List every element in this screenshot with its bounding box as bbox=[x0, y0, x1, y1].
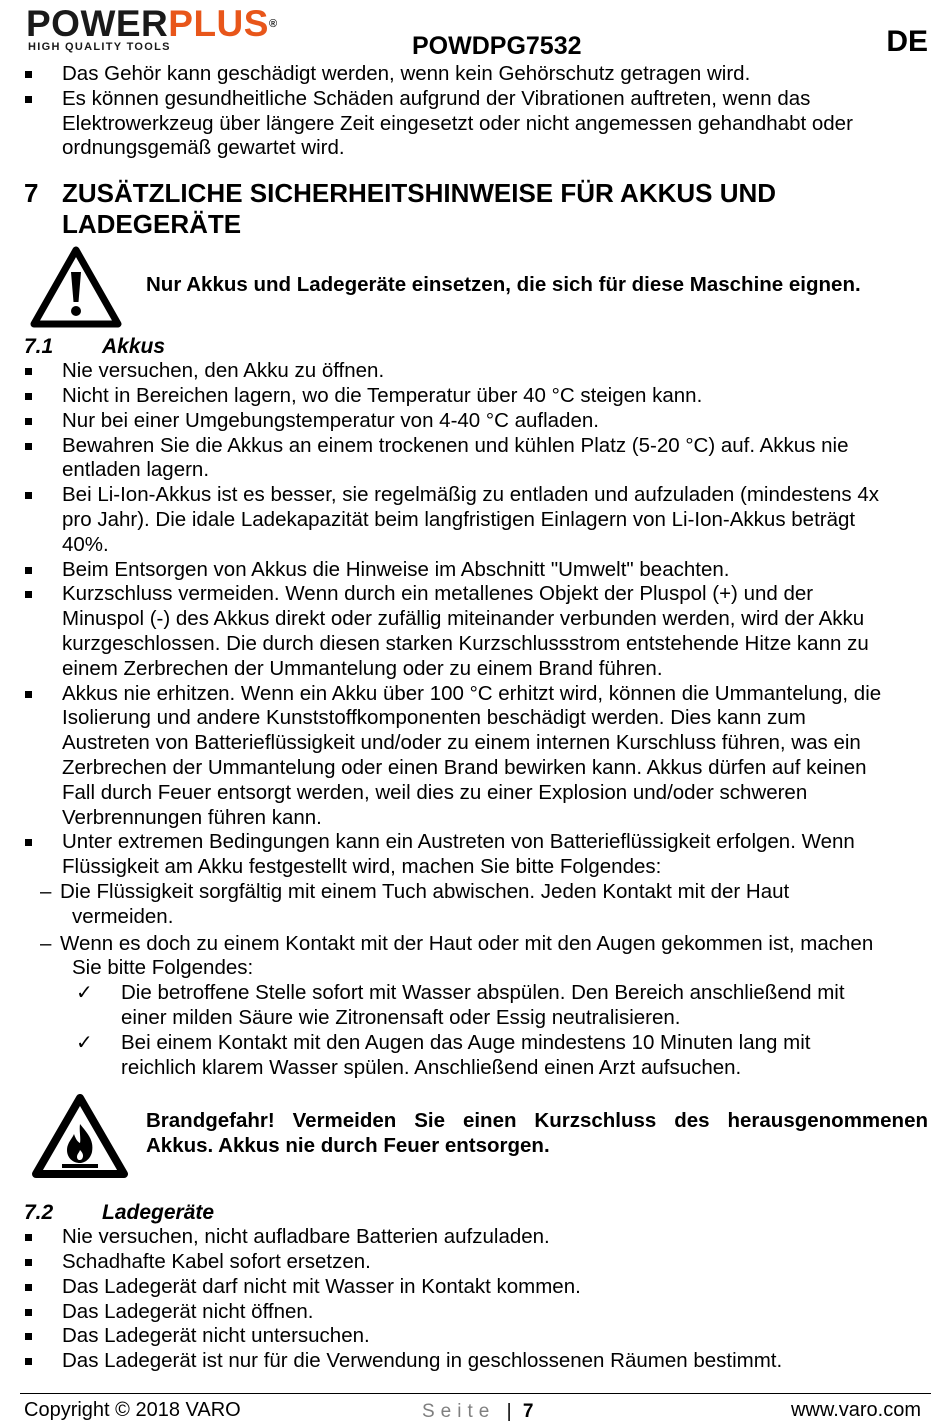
section-number: 7 bbox=[24, 178, 39, 209]
fire-warning-text bbox=[146, 1109, 928, 1159]
bullet-marker bbox=[25, 1259, 32, 1266]
bullet-marker bbox=[25, 393, 32, 400]
bullet-text: Bewahren Sie die Akkus an einem trockenen und kühlen Platz (5-20 °C) auf. Akkus nie bbox=[62, 433, 849, 457]
dash-item bbox=[24, 932, 930, 957]
check-item bbox=[24, 1031, 930, 1056]
checkmark-icon: ✓ bbox=[76, 1031, 93, 1054]
warning-text: Nur Akkus und Ladegeräte einsetzen, die sich für diese Maschine eignen. bbox=[146, 273, 861, 297]
bullet-item bbox=[24, 1349, 930, 1374]
bullet-marker bbox=[25, 567, 32, 574]
dash-item bbox=[24, 880, 930, 905]
bullet-text: Unter extremen Bedingungen kann ein Austreten von Batterieflüssigkeit erfolgen. Wenn bbox=[62, 830, 855, 854]
bullet-text: Es können gesundheitliche Schäden aufgrund der Vibrationen auftreten, wenn das bbox=[62, 86, 811, 110]
bullet-item bbox=[24, 682, 930, 707]
bullet-item bbox=[24, 830, 930, 855]
bullet-text-continued: Zerbrechen der Ummantelung oder einen Brand bewirken kann. Akkus dürfen auf keinen bbox=[62, 755, 867, 779]
page-label: Seite bbox=[422, 1401, 496, 1422]
fire-hazard-triangle-icon bbox=[32, 1094, 128, 1183]
bullet-text-continued: Fall durch Feuer entsorgt werden, weil dies zu einer Explosion und/oder schweren bbox=[62, 780, 808, 804]
bullet-item bbox=[24, 1225, 930, 1250]
bullet-text: Nicht in Bereichen lagern, wo die Temperatur über 40 °C steigen kann. bbox=[62, 383, 703, 407]
bullet-marker bbox=[25, 71, 32, 78]
dash-text: Die Flüssigkeit sorgfältig mit einem Tuch abwischen. Jeden Kontakt mit der Haut bbox=[60, 879, 790, 903]
logo-registered-mark: ® bbox=[268, 18, 278, 30]
bullet-text: Nie versuchen, nicht aufladbare Batterien aufzuladen. bbox=[62, 1225, 550, 1249]
bullet-marker bbox=[25, 1333, 32, 1340]
page-header bbox=[0, 0, 950, 62]
subsection-number: 7.1 bbox=[24, 335, 54, 359]
ladegeraete-bullet-list bbox=[24, 1225, 930, 1374]
bullet-text: Das Ladegerät ist nur für die Verwendung in geschlossenen Räumen bestimmt. bbox=[62, 1349, 783, 1373]
bullet-text-continued: 40%. bbox=[62, 532, 109, 556]
section-7-2-heading bbox=[24, 1200, 930, 1225]
fire-warning-line: Akkus. Akkus nie durch Feuer entsorgen. bbox=[146, 1134, 550, 1158]
fire-warning-block bbox=[24, 1088, 930, 1188]
section-7-heading bbox=[24, 178, 930, 240]
bullet-item bbox=[24, 1300, 930, 1325]
bullet-item bbox=[24, 384, 930, 409]
bullet-marker bbox=[25, 418, 32, 425]
language-code: DE bbox=[886, 25, 928, 58]
intro-bullets bbox=[24, 62, 930, 161]
check-item bbox=[24, 981, 930, 1006]
check-list bbox=[24, 981, 930, 1080]
bullet-item bbox=[24, 1324, 930, 1349]
bullet-text: Kurzschluss vermeiden. Wenn durch ein metallenes Objekt der Pluspol (+) und der bbox=[62, 582, 814, 606]
bullet-text-continued: ordnungsgemäß gewartet wird. bbox=[62, 136, 345, 160]
bullet-text: Nie versuchen, den Akku zu öffnen. bbox=[62, 359, 385, 383]
section-title-line: ZUSÄTZLICHE SICHERHEITSHINWEISE FÜR AKKUS UND bbox=[62, 178, 777, 209]
dash-marker: – bbox=[40, 931, 52, 955]
bullet-marker bbox=[25, 368, 32, 375]
bullet-item bbox=[24, 483, 930, 508]
logo-wordmark bbox=[26, 3, 278, 44]
bullet-marker bbox=[25, 1284, 32, 1291]
website-url: www.varo.com bbox=[790, 1399, 921, 1421]
bullet-text-continued: Flüssigkeit am Akku festgestellt wird, machen Sie bitte Folgendes: bbox=[62, 855, 662, 879]
akkus-bullet-list bbox=[24, 359, 930, 880]
section-7-1-heading bbox=[24, 334, 930, 359]
dash-text: Wenn es doch zu einem Kontakt mit der Haut oder mit den Augen gekommen ist, machen bbox=[60, 931, 874, 955]
bullet-item bbox=[24, 359, 930, 384]
model-number: POWDPG7532 bbox=[412, 32, 582, 60]
bullet-text-continued: Minuspol (-) des Akkus direkt oder zufällig miteinander verbunden werden, wird der Akku bbox=[62, 607, 865, 631]
bullet-text: Bei Li-Ion-Akkus ist es besser, sie regelmäßig zu entladen und aufzuladen (mindestens 4x bbox=[62, 483, 880, 507]
bullet-marker bbox=[25, 691, 32, 698]
bullet-text: Beim Entsorgen von Akkus die Hinweise im Abschnitt "Umwelt" beachten. bbox=[62, 557, 730, 581]
dash-text-continued: Sie bitte Folgendes: bbox=[72, 956, 254, 980]
bullet-item bbox=[24, 434, 930, 459]
bullet-item bbox=[24, 582, 930, 607]
copyright-text: Copyright © 2018 VARO bbox=[24, 1399, 241, 1421]
bullet-marker bbox=[25, 839, 32, 846]
bullet-text: Das Ladegerät nicht öffnen. bbox=[62, 1299, 314, 1323]
bullet-marker bbox=[25, 1358, 32, 1365]
bullet-text: Nur bei einer Umgebungstemperatur von 4-40 °C aufladen. bbox=[62, 408, 599, 432]
bullet-text-continued: entladen lagern. bbox=[62, 458, 210, 482]
page-separator: | bbox=[506, 1401, 512, 1422]
check-text-continued: einer milden Säure wie Zitronensaft oder Essig neutralisieren. bbox=[121, 1005, 681, 1029]
bullet-marker bbox=[25, 1234, 32, 1241]
page-footer bbox=[20, 1393, 931, 1425]
check-text-continued: reichlich klarem Wasser spülen. Anschließend einen Arzt aufsuchen. bbox=[121, 1055, 742, 1079]
bullet-text-continued: kurzgeschlossen. Die durch diesen starken Kurzschlussstrom entstehende Hitze kann zu bbox=[62, 631, 869, 655]
bullet-text: Akkus nie erhitzen. Wenn ein Akku über 100 °C erhitzt wird, können die Ummantelung, die bbox=[62, 681, 882, 705]
bullet-text-continued: pro Jahr). Die idale Ladekapazität beim langfristigen Einlagern von Li-Ion-Akkus beträgt bbox=[62, 507, 856, 531]
bullet-text-continued: Elektrowerkzeug über längere Zeit eingesetzt oder nicht angemessen gehandhabt oder bbox=[62, 111, 853, 135]
bullet-marker bbox=[25, 443, 32, 450]
bullet-item bbox=[24, 558, 930, 583]
bullet-item bbox=[24, 1275, 930, 1300]
bullet-item bbox=[24, 1250, 930, 1275]
warning-triangle-icon bbox=[30, 246, 122, 333]
subsection-title: Ladegeräte bbox=[102, 1201, 215, 1225]
fire-warning-line: Brandgefahr! Vermeiden Sie einen Kurzschluss des herausgenommenen bbox=[146, 1109, 928, 1133]
bullet-text-continued: Verbrennungen führen kann. bbox=[62, 805, 322, 829]
bullet-text: Das Gehör kann geschädigt werden, wenn kein Gehörschutz getragen wird. bbox=[62, 62, 751, 85]
bullet-marker bbox=[25, 591, 32, 598]
bullet-text-continued: einem Zerbrechen der Ummantelung oder zu einem Brand führen. bbox=[62, 656, 663, 680]
page-indicator bbox=[422, 1401, 533, 1423]
logo-word-plus: PLUS bbox=[168, 3, 269, 44]
bullet-text-continued: Isolierung und andere Kunststoffkomponenten beschädigt werden. Dies kann zum bbox=[62, 706, 806, 730]
bullet-marker bbox=[25, 96, 32, 103]
bullet-marker bbox=[25, 492, 32, 499]
check-text: Die betroffene Stelle sofort mit Wasser abspülen. Den Bereich anschließend mit bbox=[121, 981, 845, 1005]
dash-marker: – bbox=[40, 879, 52, 903]
subsection-title: Akkus bbox=[102, 335, 166, 359]
page-content bbox=[24, 62, 930, 1374]
logo-tagline: HIGH QUALITY TOOLS bbox=[28, 41, 171, 53]
dash-text-continued: vermeiden. bbox=[72, 904, 174, 928]
logo-word-power: POWER bbox=[26, 3, 169, 44]
powerplus-logo bbox=[26, 3, 306, 54]
bullet-item bbox=[24, 62, 930, 87]
warning-block bbox=[24, 242, 930, 334]
bullet-marker bbox=[25, 1309, 32, 1316]
check-text: Bei einem Kontakt mit den Augen das Auge mindestens 10 Minuten lang mit bbox=[121, 1030, 811, 1054]
bullet-item bbox=[24, 87, 930, 112]
bullet-item bbox=[24, 409, 930, 434]
bullet-text-continued: Austreten von Batterieflüssigkeit und/oder zu einem internen Kurschluss führen, was ein bbox=[62, 731, 861, 755]
subsection-number: 7.2 bbox=[24, 1201, 54, 1225]
bullet-text: Das Ladegerät darf nicht mit Wasser in Kontakt kommen. bbox=[62, 1274, 581, 1298]
dash-list bbox=[24, 880, 930, 981]
section-title-line: LADEGERÄTE bbox=[62, 209, 242, 240]
page-number: 7 bbox=[522, 1401, 534, 1422]
bullet-text: Schadhafte Kabel sofort ersetzen. bbox=[62, 1250, 371, 1274]
bullet-text: Das Ladegerät nicht untersuchen. bbox=[62, 1324, 370, 1348]
checkmark-icon: ✓ bbox=[76, 982, 93, 1005]
